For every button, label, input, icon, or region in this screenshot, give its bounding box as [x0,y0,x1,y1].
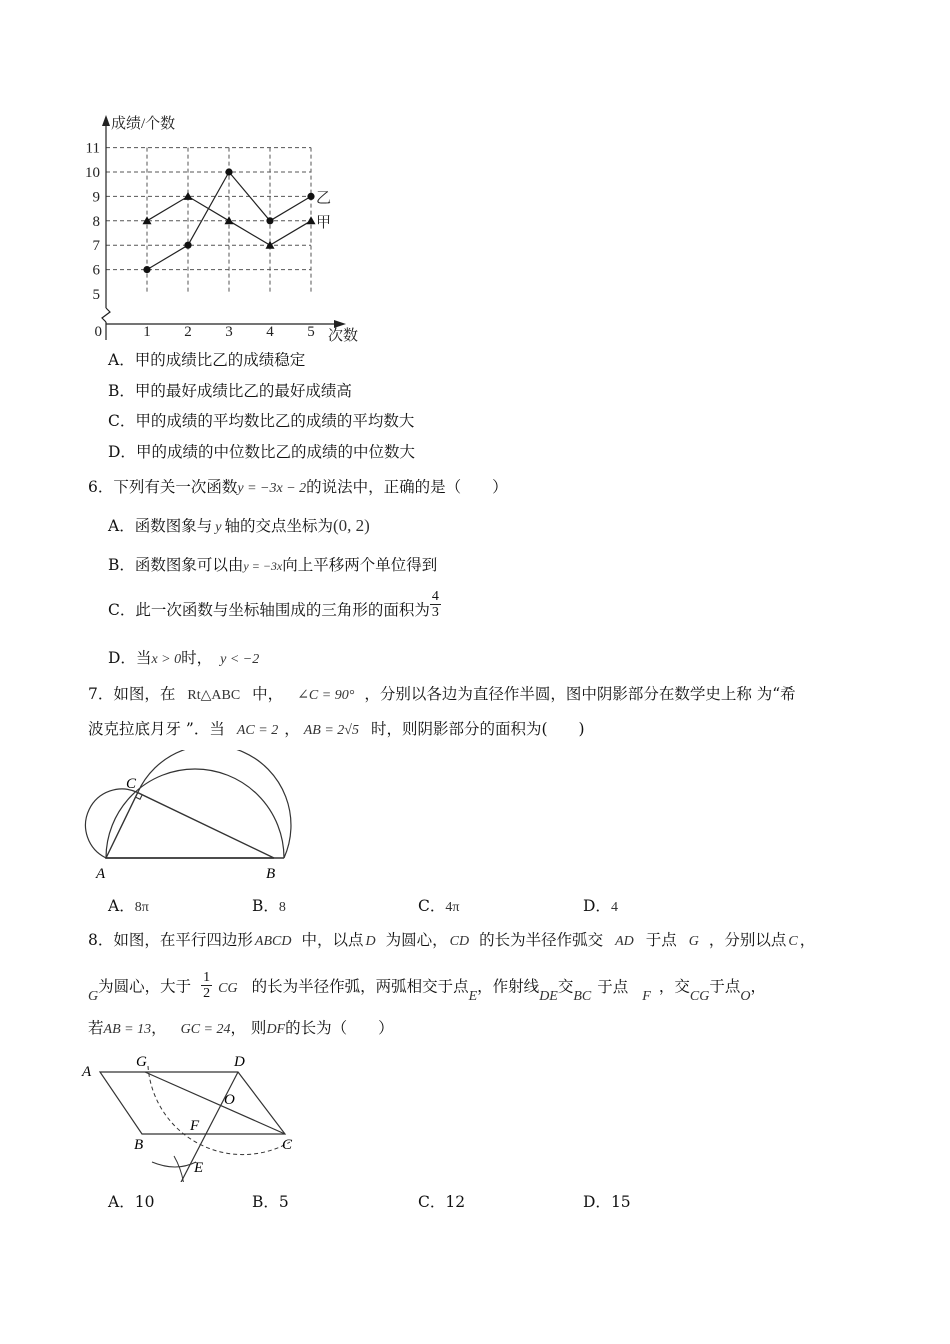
q8-t4: 的长为半径作弧交 [479,931,604,949]
q6-option-c-text: 此一次函数与坐标轴围成的三角形的面积为 [135,601,430,619]
q5-option-a[interactable] [108,350,305,370]
label-g: G [136,1054,147,1070]
data-point-甲 [307,216,316,224]
q7-stem-line1 [88,684,796,706]
series-label-乙: 乙 [316,190,332,207]
x-axis-label: 次数 [328,328,359,344]
q7-option-a-value: 8π [134,900,149,915]
data-point-甲 [266,241,275,249]
x-tick-label: 3 [225,324,233,340]
q8-m7: G [88,988,99,1004]
fraction-denominator: 3 [431,604,439,620]
data-point-甲 [184,192,193,200]
q8-t7: ， [799,931,816,949]
q7-option-d[interactable] [583,896,618,918]
label-d: D [234,1054,245,1070]
q6-option-a[interactable] [108,516,370,538]
data-point-乙 [307,193,314,200]
q5-option-d[interactable] [108,442,415,462]
q6-option-b-letter: B． [108,556,135,574]
q8-m1: ABCD [254,934,292,949]
q7-text4: 波克拉底月牙 ”．当 [88,720,225,738]
q7-text: 如图，在 [113,685,176,703]
q6-option-c-fraction [430,589,441,620]
q8-m2: D [365,934,376,949]
q5-option-d-letter: D． [108,443,136,461]
y-tick-label: 7 [92,238,100,255]
q8-t8: 为圆心，大于 [98,977,192,996]
label-a: A [96,866,106,882]
q5-option-a-text: 甲的成绩比乙的成绩稳定 [134,351,306,369]
score-line-chart [80,108,380,344]
q8-option-d[interactable] [583,1192,631,1212]
q7-triangle: Rt△ABC [187,688,241,703]
q8-m17: DF [266,1022,286,1037]
q6-option-b-math: y = −3x [243,559,283,573]
q6-option-c-letter: C． [108,601,136,619]
q8-m4: AD [615,934,634,949]
q8-parallelogram-figure [78,1050,318,1182]
q8-m13: CG [689,988,710,1004]
q8-stem-line3 [88,1018,394,1040]
y-tick-label: 11 [85,140,100,157]
q8-stem-line1 [88,930,815,952]
q7-text6: 时，则阴影部分的面积为( ) [370,720,585,738]
q7-option-b[interactable] [252,896,286,918]
q8-t10: ，作射线 [477,977,540,996]
y-tick-label: 9 [92,189,100,206]
q8-m10: DE [539,988,558,1004]
label-a: A [82,1064,92,1080]
q5-option-c-text: 甲的成绩的平均数比乙的成绩的平均数大 [135,412,415,430]
q8-option-c-letter: C． [418,1193,446,1211]
q8-number: 8． [88,931,114,949]
q8-t3: 为圆心， [385,931,448,949]
q6-option-d-text: 当 [135,649,152,667]
q6-function: y = −3x − 2 [237,481,307,496]
q6-option-b-text: 函数图象可以由 [134,556,244,574]
label-c: C [282,1137,293,1153]
q8-half-fraction [201,970,212,1001]
q7-stem-line2 [88,719,585,741]
q6-option-b-text2: 向上平移两个单位得到 [282,556,438,574]
label-o: O [224,1092,235,1108]
q7-angle: ∠C = 90° [297,688,355,703]
q7-lune-figure [80,750,300,882]
q5-option-c-letter: C． [108,412,136,430]
q7-option-b-value: 8 [278,900,286,915]
q8-t13: ，交 [658,977,690,996]
q7-option-c-value: 4π [445,900,460,915]
q6-option-a-letter: A． [108,517,135,535]
arc-centered-d [148,1066,290,1155]
x-tick-label: 1 [143,324,151,340]
q8-option-a-value: 10 [134,1193,155,1211]
q8-t2: 中，以点 [301,931,364,949]
arc-centered-c [174,1156,184,1182]
q8-m8: CG [218,980,238,996]
q6-stem-tail: 的说法中，正确的是（ ） [306,478,508,496]
q6-option-a-text: 函数图象与 [134,517,213,535]
q8-t9: 的长为半径作弧，两弧相交于点 [251,977,469,996]
q6-option-a-point: (0, 2) [332,516,370,535]
q8-m6: C [788,934,798,949]
q7-number: 7． [88,685,114,703]
q8-m3: CD [449,934,470,949]
q8-m5: G [688,934,699,949]
y-tick-label: 5 [92,287,100,303]
q8-t18: ， 则 [230,1019,267,1037]
q8-t14: 于点 [709,977,741,996]
q7-option-c[interactable] [418,896,459,918]
q6-option-a-math: y [215,520,222,535]
q8-option-b-letter: B． [252,1193,279,1211]
q8-m11: BC [573,988,592,1004]
q8-t5: 于点 [645,931,677,949]
data-point-乙 [266,217,273,224]
q8-m16: GC = 24 [180,1022,231,1037]
q8-stem-line2 [88,970,766,1004]
data-point-乙 [225,168,232,175]
q8-t16: 若 [88,1019,104,1037]
fraction-numerator: 1 [203,970,211,985]
chart-grid [106,148,311,294]
q7-option-a-letter: A． [108,897,135,915]
q6-option-d-math2: y < −2 [220,652,260,667]
q8-m12: F [642,988,651,1004]
q7-text3: ，分别以各边为直径作半圆，图中阴影部分在数学史上称 为“希 [364,685,796,703]
q6-option-d-letter: D． [108,649,136,667]
q8-option-c-value: 12 [445,1193,466,1211]
q8-t1: 如图，在平行四边形 [113,931,253,949]
q8-option-b-value: 5 [278,1193,289,1211]
label-f: F [190,1118,200,1134]
q7-option-b-letter: B． [252,897,279,915]
q5-option-b-text: 甲的最好成绩比乙的最好成绩高 [134,382,352,400]
label-c: C [126,776,137,792]
q8-m14: O [740,988,751,1004]
q6-option-d[interactable] [108,648,259,670]
q6-option-d-math: x > 0 [151,652,182,667]
q8-t19: 的长为（ ） [285,1019,394,1037]
segment-gc [145,1072,285,1134]
q5-option-d-text: 甲的成绩的中位数比乙的成绩的中位数大 [135,443,415,461]
q7-ab: AB = 2√5 [303,723,359,738]
fraction-numerator: 4 [431,588,439,604]
label-b: B [134,1137,144,1153]
q8-t12: 于点 [597,977,629,996]
q6-stem [88,477,508,499]
origin-label: 0 [94,324,102,340]
data-point-乙 [143,266,150,273]
q8-option-a-letter: A． [108,1193,135,1211]
y-tick-label: 6 [92,262,100,279]
q8-t6: ，分别以点 [708,931,787,949]
q5-option-c[interactable] [108,411,414,431]
label-e: E [194,1160,204,1176]
y-tick-label: 8 [92,213,100,230]
q6-option-a-text2: 轴的交点坐标为 [224,517,333,535]
q6-option-b[interactable] [108,555,437,576]
x-tick-label: 4 [266,324,274,340]
label-b: B [266,866,276,882]
q8-option-b[interactable] [252,1192,289,1212]
q7-option-d-letter: D． [583,897,611,915]
triangle-abc [106,793,274,858]
q8-option-d-letter: D． [583,1193,611,1211]
q8-option-a[interactable] [108,1192,154,1212]
q7-text5: ， [284,720,300,738]
q7-text2: 中， [252,685,284,703]
q5-option-a-letter: A． [108,351,135,369]
series-label-甲: 甲 [316,214,332,231]
q5-option-b[interactable] [108,381,352,401]
q8-t11: 交 [557,977,574,996]
q7-option-a[interactable] [108,896,149,918]
y-tick-label: 10 [85,165,100,181]
y-axis-label: 成绩/个数 [111,116,176,132]
q8-option-d-value: 15 [610,1193,631,1211]
q8-m9: E [468,988,478,1004]
q8-t15: ， [750,977,766,996]
q6-stem-text: 下列有关一次函数 [113,478,238,496]
q8-t17: ， [151,1019,167,1037]
x-tick-label: 5 [307,324,315,340]
q5-option-b-letter: B． [108,382,135,400]
q7-option-d-value: 4 [610,900,618,915]
q8-m15: AB = 13 [103,1022,152,1037]
q6-option-c[interactable] [108,588,441,620]
q7-ac: AC = 2 [236,723,279,738]
q7-option-c-letter: C． [418,897,446,915]
q8-option-c[interactable] [418,1192,465,1212]
x-tick-label: 2 [184,324,192,340]
data-point-乙 [184,242,191,249]
q6-number: 6． [88,478,114,496]
fraction-denominator: 2 [203,986,211,1001]
q6-option-d-text2: 时， [181,649,213,667]
